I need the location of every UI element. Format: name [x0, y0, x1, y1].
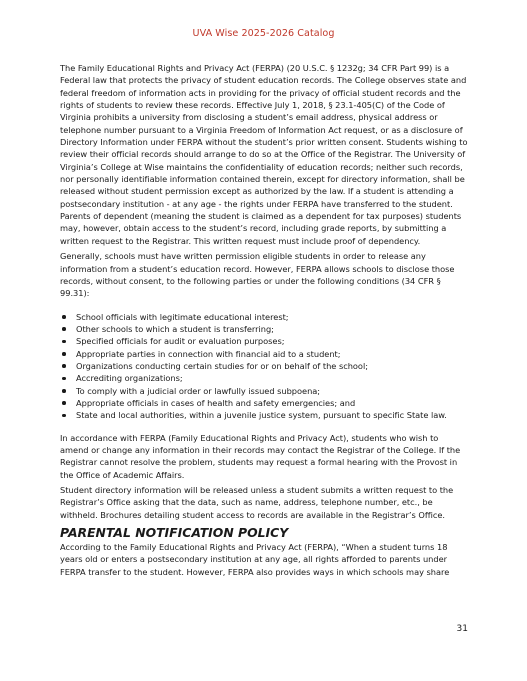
- parental-notification-paragraph: According to the Family Educational Rights and Privacy Act (FERPA), “When a student turns 18 years old or enters a postsecondary institution at any age, all rights afforded to parents under FERPA transfer to the student. However, FERPA also provides ways in which schools may share: [60, 542, 450, 577]
- list-item-text: Appropriate officials in cases of health and safety emergencies; and: [76, 397, 356, 408]
- page-header: UVA Wise 2025-2026 Catalog: [192, 28, 335, 39]
- list-item-text: State and local authorities, within a juvenile justice system, pursuant to specific State law.: [76, 410, 447, 421]
- permission-paragraph: Generally, schools must have written permission eligible students in order to release any information from a student’s education record. However, FERPA allows schools to disclose those records, without consent, to the following parties or under the following conditions (34 CFR § 99.31):: [60, 251, 455, 299]
- bullet-icon: [62, 352, 66, 356]
- list-item: [60, 335, 469, 347]
- page-number: 31: [456, 624, 468, 634]
- bullet-icon: [62, 377, 66, 381]
- bullet-icon: [62, 364, 66, 368]
- disclosure-list: [60, 311, 469, 422]
- list-item-text: School officials with legitimate educational interest;: [76, 311, 289, 322]
- page-content: [60, 62, 469, 581]
- list-item: [60, 385, 469, 397]
- bullet-icon: [62, 414, 66, 418]
- list-item: [60, 360, 469, 372]
- bullet-icon: [62, 327, 66, 331]
- amend-records-paragraph: In accordance with FERPA (Family Educational Rights and Privacy Act), students who wish to amend or change any information in their records may contact the Registrar of the College. If the Registrar cannot resolve the problem, students may request a formal hearing with the Provost in the Office of Academic Affairs.: [60, 432, 461, 480]
- list-item: [60, 311, 469, 323]
- list-item: [60, 397, 469, 409]
- bullet-icon: [62, 340, 66, 344]
- section-heading: PARENTAL NOTIFICATION POLICY: [60, 525, 289, 541]
- bullet-icon: [62, 315, 66, 319]
- list-item: [60, 372, 469, 384]
- list-item-text: Specified officials for audit or evaluation purposes;: [76, 336, 285, 347]
- directory-info-paragraph: Student directory information will be released unless a student submits a written request to the Registrar’s Office asking that the data, such as name, address, telephone number, etc., be withheld. Brochures detailing student access to records are available in the Registrar’s Office.: [60, 485, 454, 520]
- list-item-text: To comply with a judicial order or lawfully issued subpoena;: [76, 385, 321, 396]
- list-item-text: Accrediting organizations;: [76, 373, 183, 384]
- list-item: [60, 323, 469, 335]
- ferpa-intro-paragraph: The Family Educational Rights and Privacy Act (FERPA) (20 U.S.C. § 1232g; 34 CFR Part 99) is a Federal law that protects the privacy of student education records. The College observes state and federal freedom of information acts in providing for the privacy of official student records and the rights of students to review these records. Effective July 1, 2018, § 23.1-405(C) of the Code of Virginia prohibits a university from disclosing a student’s email address, physical address or telephone number pursuant to a Virginia Freedom of Information Act request, or as a disclosure of Directory Information under FERPA without the student’s prior written consent. Students wishing to review their official records should arrange to do so at the Office of the Registrar. The University of Virginia’s College at Wise maintains the confidentiality of education records; neither such records, nor personally identifiable information contained therein, except for directory information, shall be released without student permission except as authorized by the law. If a student is attending a postsecondary institution - at any age - the rights under FERPA have transferred to the student. Parents of dependent (meaning the student is claimed as a dependent for tax purposes) students may, however, obtain access to the student’s record, including grade reports, by submitting a written request to the Registrar. This written request must include proof of dependency.: [60, 63, 468, 246]
- list-item-text: Appropriate parties in connection with financial aid to a student;: [76, 348, 341, 359]
- list-item-text: Organizations conducting certain studies for or on behalf of the school;: [76, 360, 368, 371]
- bullet-icon: [62, 401, 66, 405]
- bullet-icon: [62, 389, 66, 393]
- list-item-text: Other schools to which a student is transferring;: [76, 323, 274, 334]
- list-item: [60, 409, 469, 421]
- list-item: [60, 348, 469, 360]
